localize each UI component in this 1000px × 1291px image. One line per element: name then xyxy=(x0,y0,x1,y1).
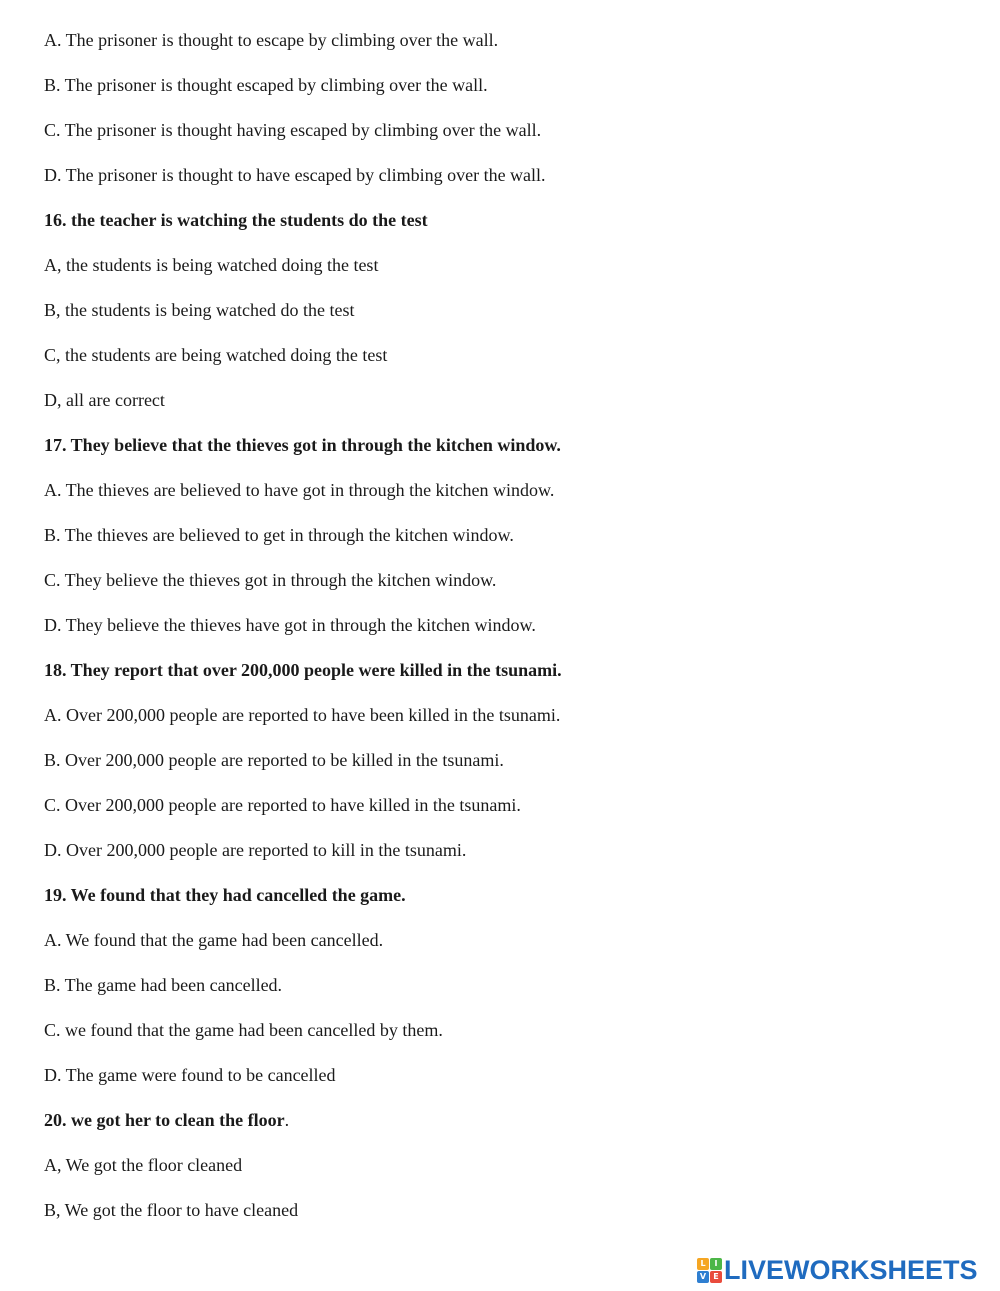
answer-option: D. They believe the thieves have got in through the kitchen window. xyxy=(44,615,536,635)
answer-option: B, We got the floor to have cleaned xyxy=(44,1200,299,1220)
question-prompt xyxy=(44,433,561,457)
answer-option: D. The prisoner is thought to have escaped by climbing over the wall. xyxy=(44,165,546,185)
question-text: 17. They believe that the thieves got in through the kitchen window. xyxy=(44,435,561,455)
question-text: 16. the teacher is watching the students do the test xyxy=(44,210,428,230)
answer-option: A, We got the floor cleaned xyxy=(44,1155,243,1175)
question-text: 18. They report that over 200,000 people were killed in the tsunami. xyxy=(44,660,562,680)
liveworksheets-logo-icon xyxy=(697,1258,721,1282)
answer-option: B. The prisoner is thought escaped by climbing over the wall. xyxy=(44,75,488,95)
logo-letter: E xyxy=(710,1271,722,1283)
question-prompt xyxy=(44,208,428,232)
question-suffix: . xyxy=(284,1110,290,1130)
question-prompt xyxy=(44,658,562,682)
logo-letter: L xyxy=(697,1258,709,1270)
answer-option: C. The prisoner is thought having escaped by climbing over the wall. xyxy=(44,120,542,140)
answer-option: A, the students is being watched doing the test xyxy=(44,255,379,275)
answer-option: A. Over 200,000 people are reported to have been killed in the tsunami. xyxy=(44,705,561,725)
answer-option: D, all are correct xyxy=(44,390,165,410)
logo-letter: I xyxy=(710,1258,722,1270)
brand-wordmark: LIVEWORKSHEETS xyxy=(724,1255,978,1285)
answer-option: B. The thieves are believed to get in through the kitchen window. xyxy=(44,525,514,545)
worksheet-page xyxy=(44,0,974,1240)
answer-option: D. Over 200,000 people are reported to kill in the tsunami. xyxy=(44,840,467,860)
answer-option: A. The thieves are believed to have got in through the kitchen window. xyxy=(44,480,555,500)
question-text: 19. We found that they had cancelled the game. xyxy=(44,885,406,905)
liveworksheets-brand xyxy=(697,1255,992,1285)
answer-option: B. The game had been cancelled. xyxy=(44,975,283,995)
question-prompt xyxy=(44,883,406,907)
answer-option: A. The prisoner is thought to escape by climbing over the wall. xyxy=(44,30,499,50)
question-text: 20. we got her to clean the floor xyxy=(44,1110,285,1130)
answer-option: D. The game were found to be cancelled xyxy=(44,1065,336,1085)
answer-option: C. They believe the thieves got in through the kitchen window. xyxy=(44,570,497,590)
answer-option: C. Over 200,000 people are reported to have killed in the tsunami. xyxy=(44,795,521,815)
answer-option: B, the students is being watched do the test xyxy=(44,300,355,320)
question-prompt xyxy=(44,1108,289,1132)
answer-option: C. we found that the game had been cancelled by them. xyxy=(44,1020,443,1040)
logo-letter: V xyxy=(697,1271,709,1283)
answer-option: B. Over 200,000 people are reported to be killed in the tsunami. xyxy=(44,750,504,770)
answer-option: A. We found that the game had been cancelled. xyxy=(44,930,384,950)
answer-option: C, the students are being watched doing the test xyxy=(44,345,388,365)
